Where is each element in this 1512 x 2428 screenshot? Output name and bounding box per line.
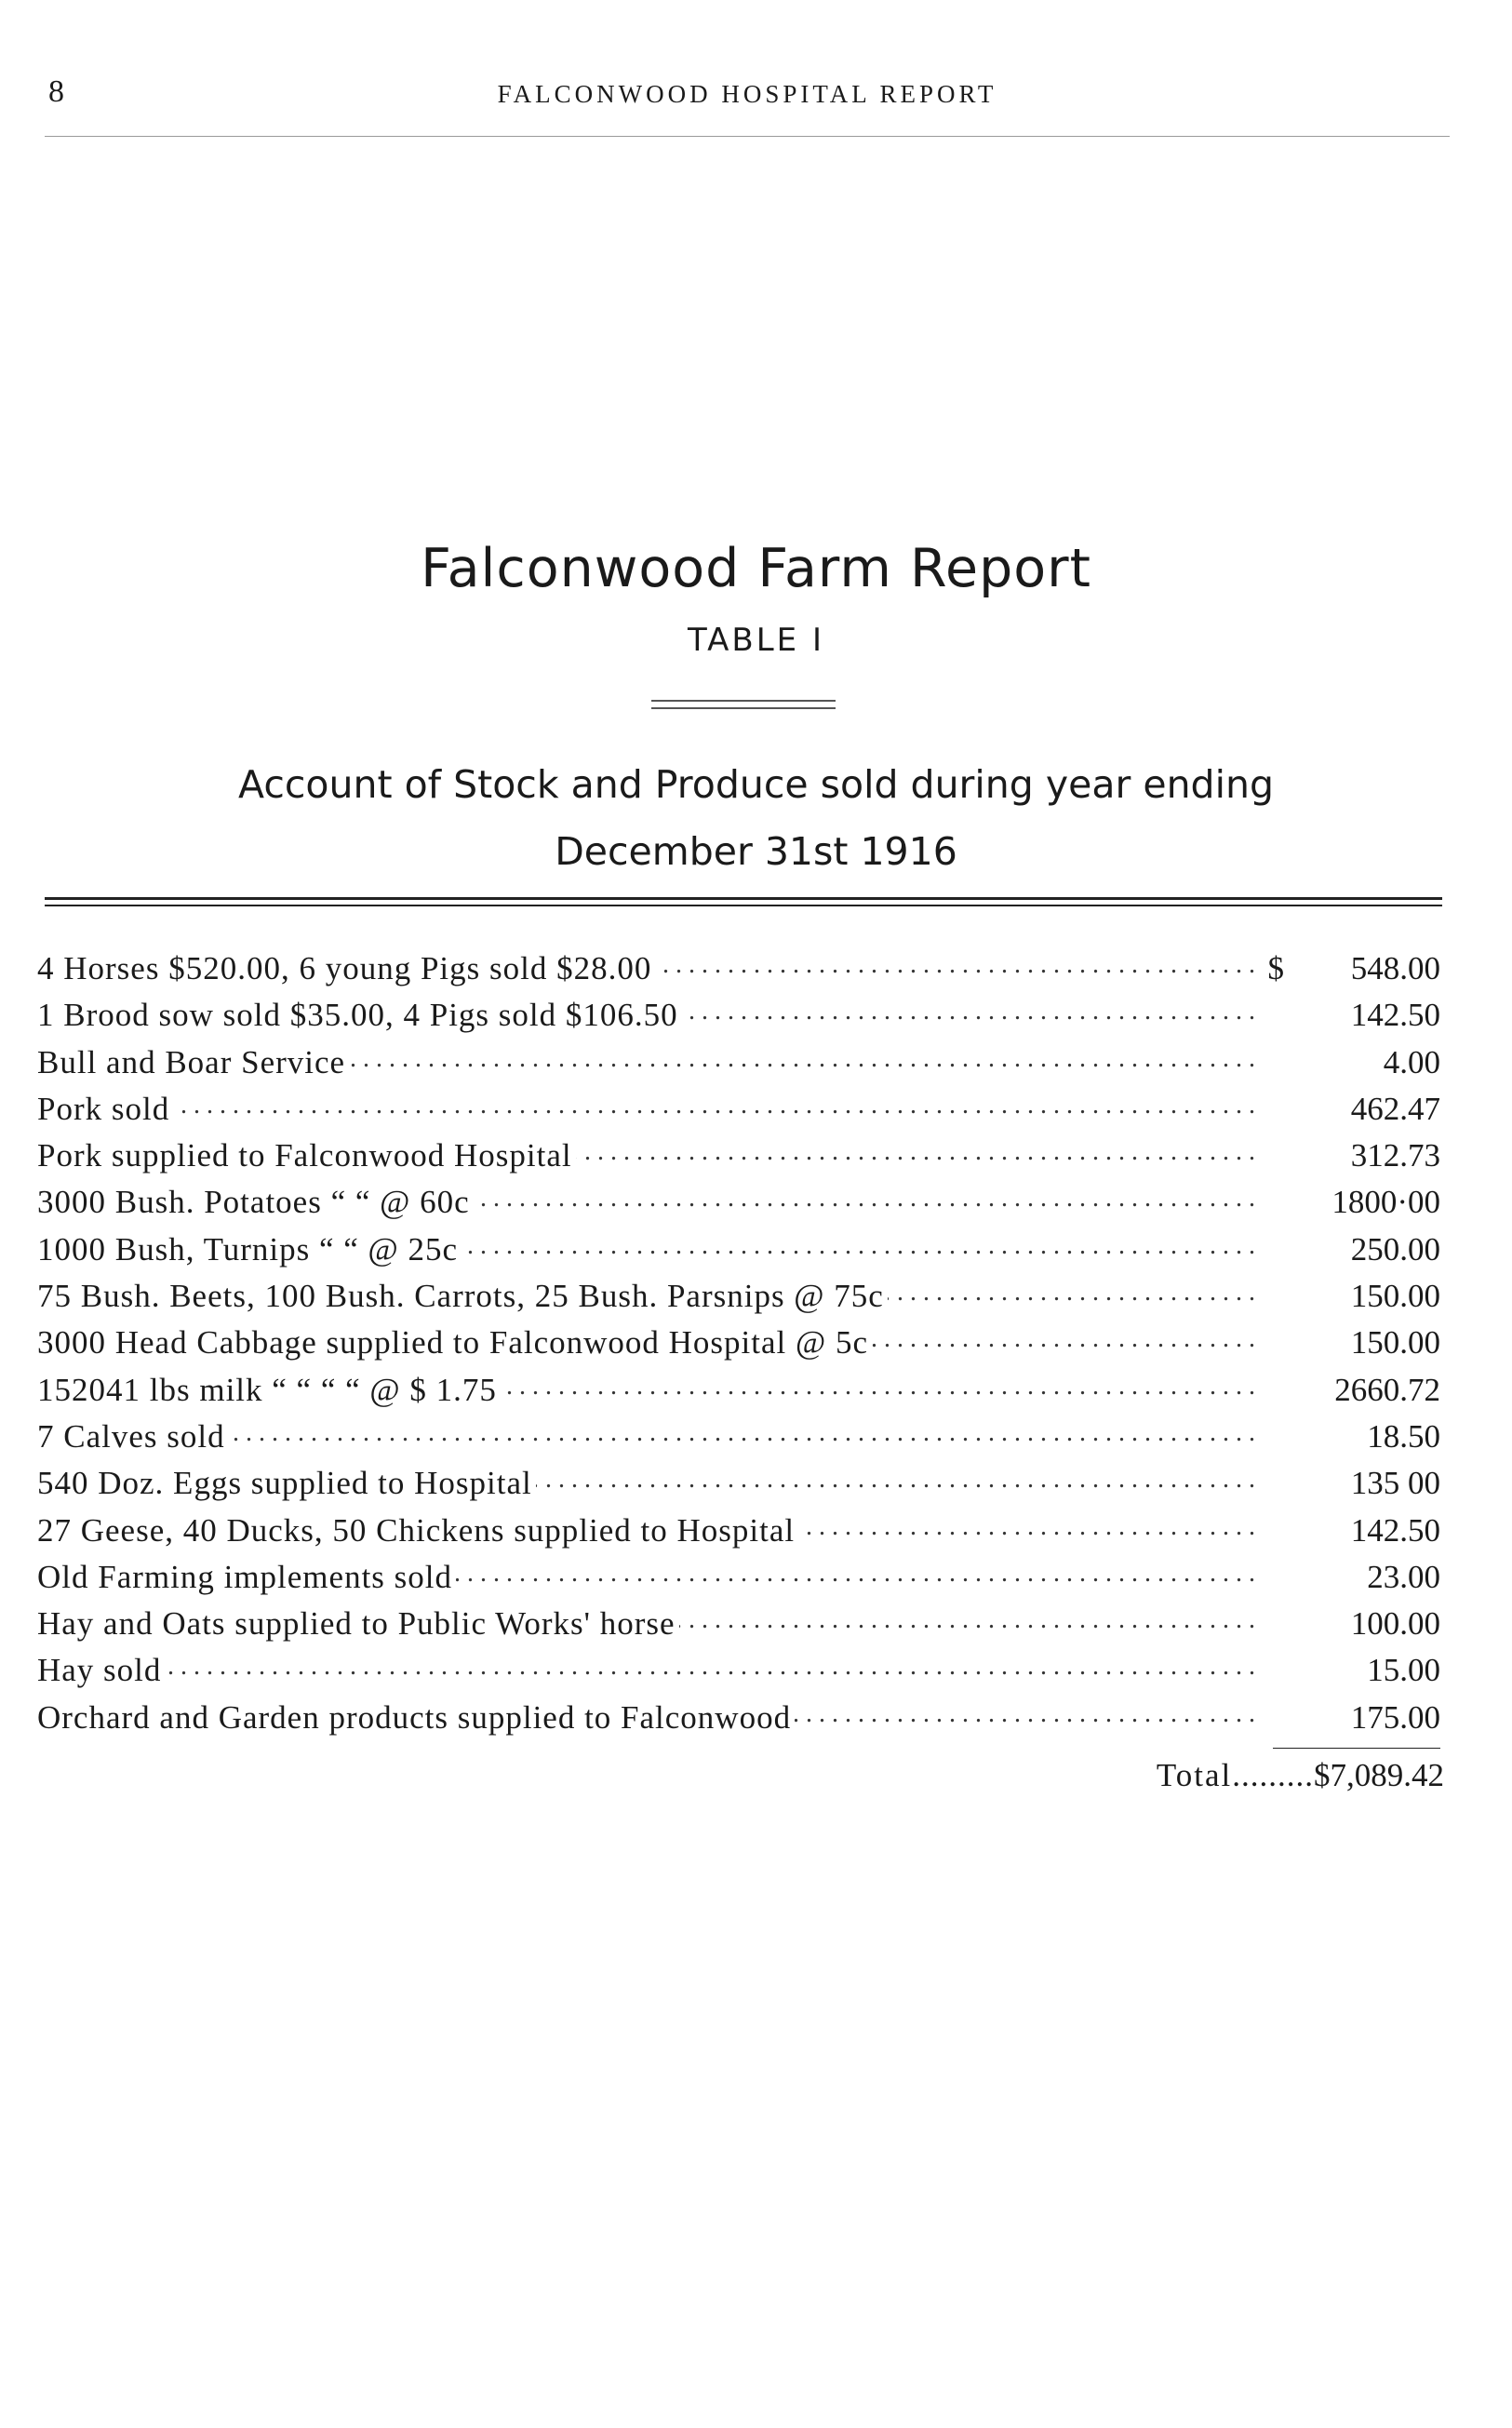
- row-description: Hay sold: [37, 1652, 165, 1688]
- row-amount: 23.00: [1367, 1558, 1440, 1595]
- row-description: Pork sold: [37, 1091, 173, 1127]
- row-amount: 548.00: [1350, 950, 1440, 986]
- row-amount: 312.73: [1350, 1137, 1440, 1174]
- row-description-cell: [37, 1091, 1254, 1128]
- row-description-cell: [37, 1137, 1254, 1174]
- row-description-cell: [37, 1324, 1254, 1362]
- row-description: 3000 Head Cabbage supplied to Falconwood Hospital @ 5c: [37, 1324, 872, 1361]
- table-row: [37, 1465, 1442, 1511]
- row-description-cell: [37, 1184, 1254, 1221]
- row-amount: 150.00: [1350, 1278, 1440, 1315]
- row-description: 4 Horses $520.00, 6 young Pigs sold $28.00: [37, 950, 655, 986]
- row-description-cell: [37, 1512, 1254, 1549]
- ornamental-rule: [651, 700, 836, 709]
- row-description-cell: [37, 1418, 1254, 1455]
- row-dollar-sign: $: [1267, 950, 1284, 986]
- sum-rule: [1273, 1748, 1440, 1749]
- table-row: [37, 1184, 1442, 1230]
- table-row: [37, 1418, 1442, 1465]
- row-amount: 142.50: [1350, 997, 1440, 1034]
- table-row: [37, 1372, 1442, 1418]
- row-description: 540 Doz. Eggs supplied to Hospital: [37, 1465, 536, 1501]
- row-description: 27 Geese, 40 Ducks, 50 Chickens supplied to Hospital: [37, 1512, 798, 1549]
- row-amount: 250.00: [1350, 1230, 1440, 1268]
- table-row: [37, 1699, 1442, 1746]
- table-label: TABLE I: [688, 622, 824, 659]
- ledger-table: [37, 950, 1442, 1746]
- row-description-cell: [37, 1559, 1254, 1596]
- total-leader: .........: [1232, 1757, 1314, 1793]
- row-description-cell: [37, 997, 1254, 1034]
- row-amount: 4.00: [1383, 1043, 1440, 1080]
- table-row: [37, 950, 1442, 997]
- row-amount: 150.00: [1350, 1324, 1440, 1362]
- row-amount: 18.50: [1367, 1417, 1440, 1455]
- row-description-cell: [37, 1605, 1254, 1643]
- row-amount: 15.00: [1367, 1652, 1440, 1689]
- row-description-cell: [37, 1231, 1254, 1268]
- table-row: [37, 1091, 1442, 1137]
- row-amount: 100.00: [1350, 1605, 1440, 1643]
- row-description-cell: [37, 950, 1254, 987]
- total-label: Total: [1156, 1757, 1233, 1793]
- row-description: 1000 Bush, Turnips “ “ @ 25c: [37, 1231, 462, 1268]
- row-amount: 462.47: [1350, 1090, 1440, 1127]
- row-description: 7 Calves sold: [37, 1418, 229, 1455]
- total-row: [1061, 1757, 1444, 1794]
- table-row: [37, 1324, 1442, 1371]
- total-amount: $7,089.42: [1314, 1757, 1444, 1793]
- row-amount: 1800·00: [1331, 1184, 1440, 1221]
- row-description: 1 Brood sow sold $35.00, 4 Pigs sold $106.50: [37, 997, 682, 1033]
- table-row: [37, 1512, 1442, 1559]
- table-row: [37, 997, 1442, 1043]
- table-row: [37, 1605, 1442, 1652]
- report-title: Falconwood Farm Report: [421, 538, 1091, 599]
- row-description: Pork supplied to Falconwood Hospital: [37, 1137, 576, 1174]
- row-description: Bull and Boar Service: [37, 1044, 349, 1080]
- table-row: [37, 1559, 1442, 1605]
- row-amount: 135 00: [1350, 1465, 1440, 1502]
- row-description: 152041 lbs milk “ “ “ “ @ $ 1.75: [37, 1372, 501, 1408]
- page-number: 8: [48, 74, 64, 109]
- row-description: Hay and Oats supplied to Public Works' horse: [37, 1605, 679, 1642]
- table-row: [37, 1137, 1442, 1184]
- row-description: 3000 Bush. Potatoes “ “ @ 60c: [37, 1184, 474, 1220]
- report-subtitle: [0, 751, 1512, 885]
- table-row: [37, 1044, 1442, 1091]
- running-title: FALCONWOOD HOSPITAL REPORT: [497, 80, 997, 108]
- subtitle-line-2: December 31st 1916: [555, 829, 957, 874]
- table-row: [37, 1278, 1442, 1324]
- row-description-cell: [37, 1699, 1254, 1737]
- table-top-rule: [45, 897, 1442, 906]
- table-row: [37, 1652, 1442, 1698]
- row-description-cell: [37, 1044, 1254, 1081]
- row-description: 75 Bush. Beets, 100 Bush. Carrots, 25 Bush. Parsnips @ 75c: [37, 1278, 888, 1314]
- row-description-cell: [37, 1372, 1254, 1409]
- row-amount: 2660.72: [1334, 1371, 1440, 1408]
- row-amount: 142.50: [1350, 1511, 1440, 1549]
- row-description: Orchard and Garden products supplied to Falconwood: [37, 1699, 795, 1736]
- table-row: [37, 1231, 1442, 1278]
- row-description-cell: [37, 1278, 1254, 1315]
- header-rule: [45, 136, 1450, 137]
- page-header: [45, 74, 1450, 130]
- row-description: Old Farming implements sold: [37, 1559, 456, 1595]
- row-description-cell: [37, 1465, 1254, 1502]
- row-description-cell: [37, 1652, 1254, 1689]
- subtitle-line-1: Account of Stock and Produce sold during year ending: [238, 762, 1274, 807]
- row-amount: 175.00: [1350, 1698, 1440, 1736]
